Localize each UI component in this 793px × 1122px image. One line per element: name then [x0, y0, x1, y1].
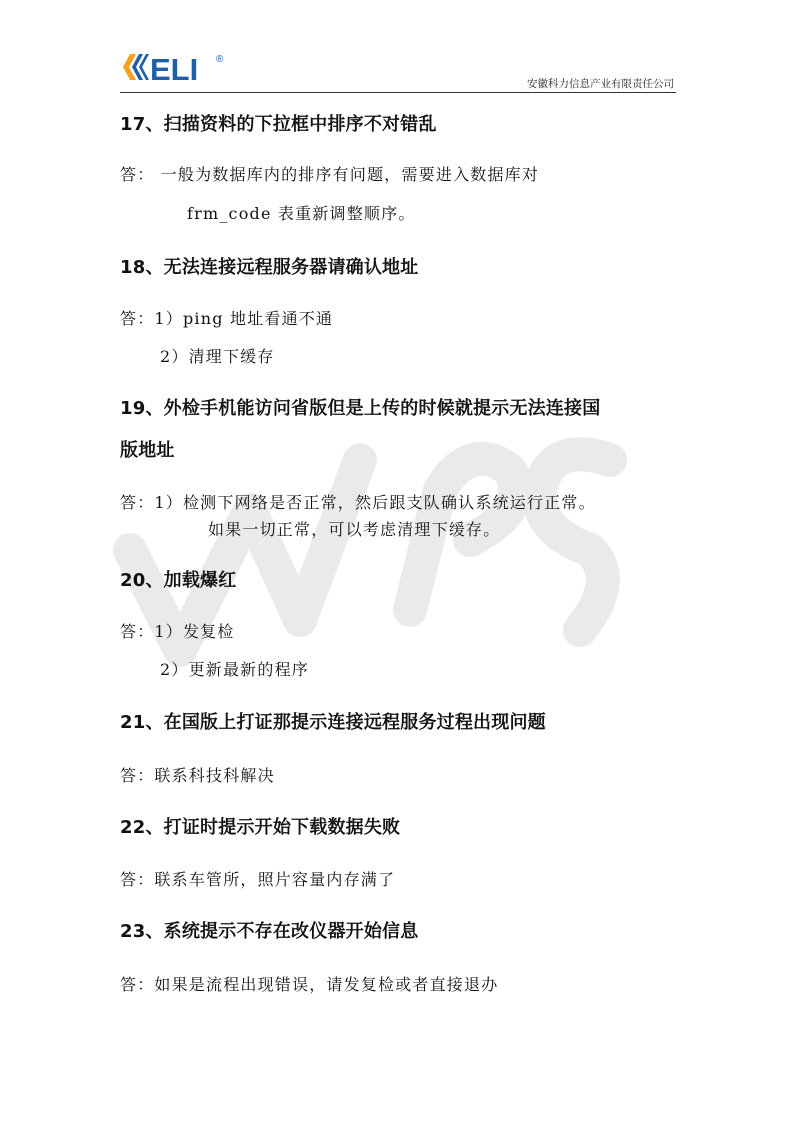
- answer-18-line-1: 答：1）ping 地址看通不通: [120, 309, 334, 328]
- answer-19-line-1: 答：1）检测下网络是否正常，然后跟支队确认系统运行正常。: [120, 493, 596, 512]
- question-21: 21、在国版上打证那提示连接远程服务过程出现问题: [120, 712, 546, 733]
- answer-17-line-1: 答： 一般为数据库内的排序有问题，需要进入数据库对: [120, 165, 540, 184]
- answer-17-line-2: frm_code 表重新调整顺序。: [187, 204, 416, 223]
- answer-19-line-2: 如果一切正常，可以考虑清理下缓存。: [208, 520, 501, 539]
- answer-21: 答：联系科技科解决: [120, 766, 275, 785]
- question-22: 22、打证时提示开始下载数据失败: [120, 817, 401, 838]
- answer-18-line-2: 2）清理下缓存: [160, 347, 275, 366]
- logo-text: ELI: [150, 52, 199, 84]
- answer-20-line-2: 2）更新最新的程序: [160, 660, 309, 679]
- eli-logo: [120, 50, 230, 84]
- header-rule: [120, 92, 676, 93]
- answer-23: 答：如果是流程出现错误，请发复检或者直接退办: [120, 975, 499, 994]
- page-header: [120, 48, 676, 94]
- question-23: 23、系统提示不存在改仪器开始信息: [120, 921, 419, 942]
- question-17: 17、扫描资料的下拉框中排序不对错乱: [120, 114, 437, 135]
- answer-20-line-1: 答：1）发复检: [120, 622, 235, 641]
- question-19-line-1: 19、外检手机能访问省版但是上传的时候就提示无法连接国: [120, 398, 601, 419]
- company-name: 安徽科力信息产业有限责任公司: [527, 78, 674, 90]
- question-20: 20、加载爆红: [120, 570, 237, 591]
- registered-mark: ®: [216, 54, 224, 65]
- question-19-line-2: 版地址: [120, 440, 175, 461]
- answer-22: 答：联系车管所，照片容量内存满了: [120, 870, 396, 889]
- question-18: 18、无法连接远程服务器请确认地址: [120, 257, 419, 278]
